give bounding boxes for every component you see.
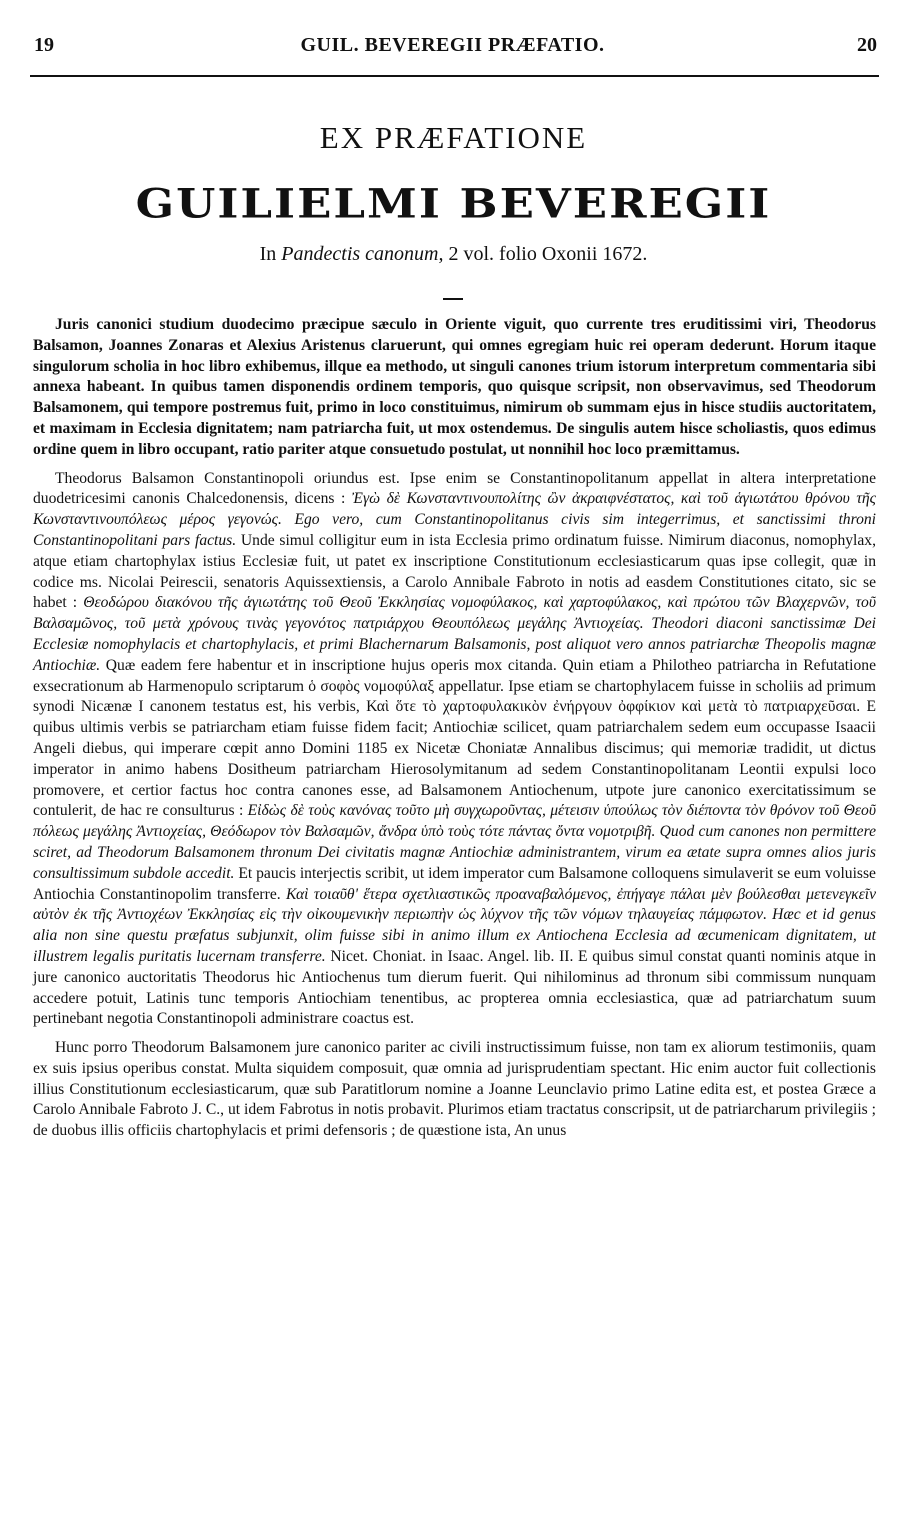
p2-text-b: Unde simul colligitur eum in ista Ecclesia primo ordinatum fuisse. Nimirum diaconus, nomophylax, atque etiam chartophylax istius Ecclesiæ fuit, ut patet ex inscriptione Constitutionum ecclesiasticarum quas ipse collegit, quæ in codice ms. Nicolai Peirescii, senatoris Aquissextiensis, a Carolo Annibale Fabroto in notis ad easdem Constitutiones citato, sic se habet :: [33, 531, 876, 612]
p2-text-a: Theodorus Balsamon Constantinopoli oriundus est. Ipse enim se Constantinopolitanum appellat in altera interpretatione duodetricesimi canonis Chalcedonensis, dicens :: [33, 469, 876, 508]
paragraph-2: [33, 469, 876, 1031]
page-number-right: 20: [857, 34, 877, 56]
paragraph-1: Juris canonici studium duodecimo præcipue sæculo in Oriente viguit, quo currente tres eruditissimi viri, Theodorus Balsamon, Joannes Zonaras et Alexius Aristenus claruerunt, qui omnes egregiam huic rei operam dederunt. Horum itaque singulorum scholia in hoc libro exhibemus, illque ea methodo, ut singuli canones trium istorum interpretum commentaria sibi annexa habeant. In quibus tamen disponendis ordinem temporis, quo quisque scripsit, non observavimus, sed Theodorum Balsamonem, qui tempore postremus fuit, primo in loco constituimus, nimirum ob summam ejus in hisce studiis auctoritatem, et maximam in Ecclesia dignitatem; nam patriarcha fuit, ut mox ostendemus. De singulis autem hisce scholiastis, quos edimus ordine quem in libro occupant, ratio pariter atque consuetudo postulat, ut nonnihil hoc loco præmittamus.: [33, 316, 876, 458]
p2-latin-2: Theodori diaconi sanctissimæ Dei Ecclesiæ nomophylacis et chartophylacis, et primi Blachernarum Balsamonis, post aliquot vero annos patriarchæ Theopolis magnæ Antiochiæ.: [33, 615, 876, 674]
p2-text-e: Nicet. Choniat. in Isaac. Angel. lib. II. E quibus simul constat quanti nominis atque in jure canonico auctoritatis Theodorus hic Antiochenus tum dierum fuerit. Qui nihilominus ad thronum sibi commissum nunquam accedere potuit, Latinis tunc temporis Antiochiam tenentibus, ac propterea omnia ecclesiastica, quæ ad patriarchatum suum pertinebant negotia Constantinopoli administrare coactus est.: [33, 947, 876, 1028]
p2-greek-1: Ἐγὼ δὲ Κωνσταντινουπολίτης ὢν ἀκραιφνέστατος, καὶ τοῦ ἁγιωτάτου θρόνου τῆς Κωνσταντινουπόλεως μέρος γεγονώς.: [33, 490, 876, 529]
subtitle-rest: 2 vol. folio Oxonii 1672.: [448, 243, 648, 265]
page-number-left: 19: [34, 34, 54, 56]
subtitle-prefix: In: [259, 243, 277, 265]
p2-greek-2: Θεοδώρου διακόνου τῆς ἁγιωτάτης τοῦ Θεοῦ Ἐκκλησίας νομοφύλακος, καὶ χαρτοφύλακος, καὶ πρώτου τῶν Βλαχερνῶν, τοῦ Βαλσαμῶνος, τοῦ μετὰ χρόνους τινὰς γεγονότος πατριάρχου Θεουπόλεως μεγάλης Ἀντιοχείας.: [33, 594, 876, 633]
p2-greek-4: Καὶ τοιαῦθ' ἕτερα σχετλιαστικῶς προαναβαλόμενος, ἐπήγαγε πάλαι μὲν βούλεσθαι μετενεγκεῖν αὐτὸν ἐκ τῆς Ἀντιοχέων Ἐκκλησίας εἰς τὴν οἰκουμενικὴν περιωπὴν ὡς λύχνον τῆς τῶν νόμων τηλαυγείας πάμφωτον.: [33, 885, 876, 924]
p2-latin-4: Hæc et id genus alia non sine questu præfatus subjunxit, olim fuisse sibi in animo illum ex Antiochena Ecclesia ad œcumenicam dignitatem, ut illustrem legalis puritatis lucernam transferre.: [33, 906, 876, 965]
title-line-1: EX PRÆFATIONE: [319, 120, 588, 155]
subtitle-italic: Pandectis canonum,: [281, 243, 444, 265]
title-line-2: GUILIELMI BEVEREGII: [135, 179, 772, 228]
p2-text-d: Et paucis interjectis scribit, ut idem imperator cum Balsamone colloquens simulaverit se eum voluisse Antiochia Constantinopolim transferre.: [33, 864, 876, 903]
running-title: GUIL. BEVEREGII PRÆFATIO.: [300, 34, 605, 56]
section-dash: [443, 298, 463, 300]
header-rule: [30, 75, 879, 77]
p2-text-c: Quæ eadem fere habentur et in inscriptione hujus operis mox citanda. Quin etiam a Philotheo patriarcha in Refutatione exsecrationum ab Harmenopulo scriptarum ὁ σοφὸς νομοφύλαξ appellatur. Ipse etiam se chartophylacem fuisse in scholiis ad primum synodi Nicænæ I canonem testatus est, his verbis, Καὶ ὅτε τὸ χαρτοφυλακικὸν ἐνήργουν ὀφφίκιον καὶ μετὰ τὸ πατριαρχεῦσαι. E quibus ultimis verbis se patriarcham etiam fuisse fidem facit; Antiochiæ scilicet, quam patriarchalem sedem eum occupasse Isaacii Angeli diebus, qui imperare cœpit anno Domini 1185 ex Nicetæ Choniatæ Annalibus discimus; qui memoriæ tradidit, ut dictus imperator in animo habens Dositheum patriarcham Hierosolymitanum ad sedem Constantinopolitanam Leontii expulsi loco promovere, et certior factus hoc contra canones esse, ad Balsamonem Antiochenum, utpote jure canonico exercitatissimum se contulerit, de hac re consulturus :: [33, 656, 876, 820]
p2-latin-1: Ego vero, cum Constantinopolitanus civis sim integerrimus, et sanctissimi throni Constantinopolitani pars factus.: [33, 511, 877, 549]
body-text: [33, 315, 876, 1150]
subtitle: [0, 243, 907, 266]
p2-latin-3: Quod cum canones non permittere sciret, ad Theodorum Balsamonem thronum Dei civitatis magnæ Antiochiæ administrantem, virum ea ætate supra omnes alios juris consultissimum subdole accedit.: [33, 823, 876, 882]
page-header: [28, 32, 877, 62]
paragraph-3: Hunc porro Theodorum Balsamonem jure canonico pariter ac civili instructissimum fuisse, non tam ex aliorum testimoniis, quam ex suis ipsius operibus constat. Multa siquidem composuit, quæ omnia ad jurisprudentiam spectant. Hic enim auctor fuit collectionis illius Constitutionum ecclesiasticarum, quæ sub Paratitlorum nomine a Joanne Leunclavio primo Latine edita est, et postea Græce a Carolo Annibale Fabroto J. C., ut idem Fabrotus in notis probavit. Plurimos etiam tractatus conscripsit, ut de patriarcharum privilegiis ; de duobus illis officiis chartophylacis et primi defensoris ; de quæstione ista, An unus: [33, 1039, 876, 1140]
p2-greek-3: Εἰδὼς δὲ τοὺς κανόνας τοῦτο μὴ συγχωροῦντας, μέτεισιν ὑπούλως τὸν διέποντα τὸν θρόνον τοῦ Θεοῦ πόλεως μεγάλης Ἀντιοχείας, Θεόδωρον τὸν Βαλσαμῶν, ἄνδρα ὑπὸ τοὺς τότε πάντας ὄντα νομοτριβῆ.: [33, 802, 876, 841]
